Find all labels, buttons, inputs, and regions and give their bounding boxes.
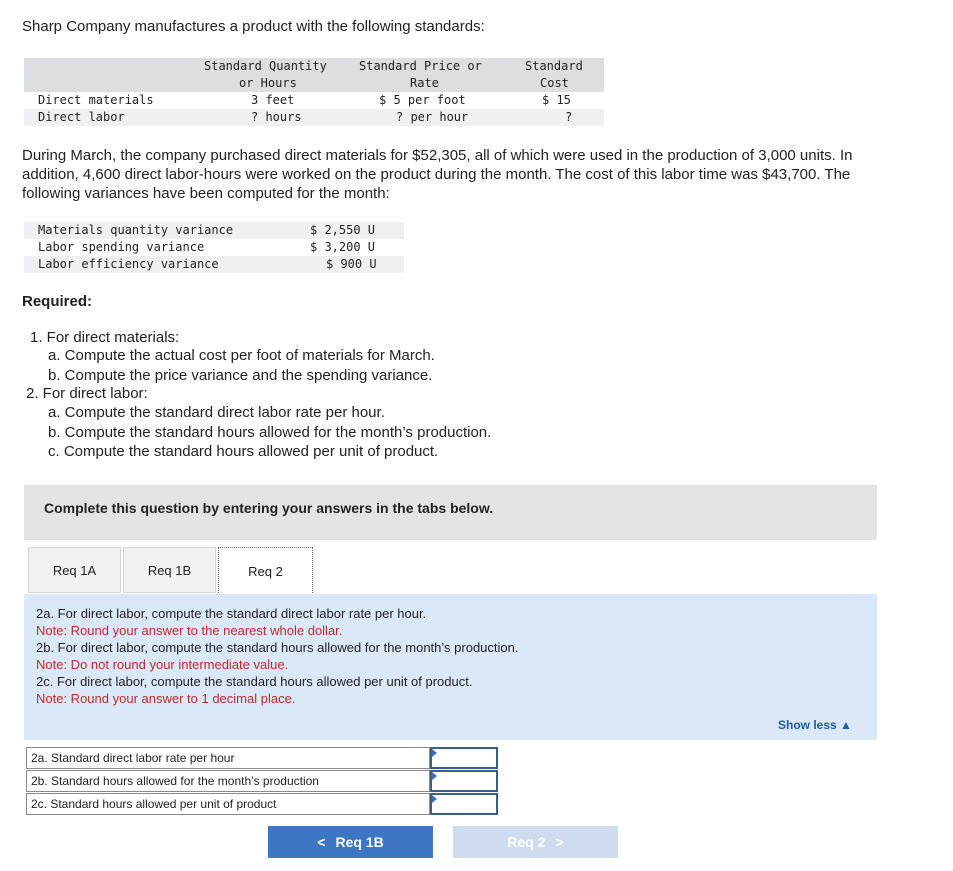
header-price-line1: Standard Price or — [359, 59, 482, 73]
tab-req-2[interactable]: Req 2 — [218, 547, 313, 595]
input-marker-icon — [432, 772, 437, 780]
required-item-1a: a. Compute the actual cost per foot of materials for March. — [48, 347, 435, 364]
required-item-1: 1. For direct materials: — [30, 329, 180, 346]
row-cost: $ 15 — [542, 93, 571, 107]
required-title: Required: — [22, 293, 93, 310]
answer-input-2c[interactable] — [430, 793, 498, 815]
scenario-paragraph: During March, the company purchased direct materials for $52,305, all of which were used in the production of 3,000 units. In addition, 4,600 direct labor-hours were worked on the product during the month. The cost of this labor time was $43,700. The following variances have been computed for the month: — [22, 147, 853, 202]
show-less-label: Show less — [778, 718, 837, 732]
intro-text: Sharp Company manufactures a product with the following standards: — [22, 18, 485, 35]
answer-label-2b: 2b. Standard hours allowed for the month’s production — [26, 770, 430, 792]
next-req-button[interactable] — [453, 826, 618, 858]
tab-req-1b[interactable]: Req 1B — [123, 547, 216, 593]
panel-note-2c: Note: Round your answer to 1 decimal place. — [36, 691, 296, 706]
variance-label: Labor efficiency variance — [38, 257, 219, 271]
input-marker-icon — [432, 749, 437, 757]
variance-value: $ 900 U — [326, 257, 377, 271]
variance-label: Labor spending variance — [38, 240, 205, 254]
show-less-link[interactable] — [778, 718, 852, 732]
tab-req-1a[interactable]: Req 1A — [28, 547, 121, 593]
variance-value: $ 3,200 U — [310, 240, 376, 254]
variance-value: $ 2,550 U — [310, 223, 376, 237]
header-cost-line2: Cost — [540, 76, 569, 90]
required-item-2b: b. Compute the standard hours allowed for the month’s production. — [48, 424, 492, 441]
header-cost-line1: Standard — [525, 59, 583, 73]
row-qty: ? hours — [251, 110, 302, 124]
instruction-banner-text: Complete this question by entering your answers in the tabs below. — [44, 500, 494, 516]
panel-line-2b: 2b. For direct labor, compute the standard hours allowed for the month’s production. — [36, 640, 519, 655]
required-item-2a: a. Compute the standard direct labor rate per hour. — [48, 404, 385, 421]
required-item-2: 2. For direct labor: — [26, 385, 148, 402]
required-item-2c: c. Compute the standard hours allowed per unit of product. — [48, 443, 439, 460]
row-price: $ 5 per foot — [379, 93, 466, 107]
next-req-label: Req 2 — [507, 834, 546, 850]
header-price-line2: Rate — [410, 76, 439, 90]
chevron-right-icon: > — [555, 834, 564, 850]
row-price: ? per hour — [396, 110, 469, 124]
input-marker-icon — [432, 795, 437, 803]
answer-input-2a[interactable] — [430, 747, 498, 769]
answer-input-2b[interactable] — [430, 770, 498, 792]
header-qty-line1: Standard Quantity — [204, 59, 327, 73]
prev-req-label: Req 1B — [335, 834, 384, 850]
row-label: Direct labor — [38, 110, 125, 124]
variance-label: Materials quantity variance — [38, 223, 234, 237]
panel-note-2b: Note: Do not round your intermediate value. — [36, 657, 289, 672]
prev-req-button[interactable] — [268, 826, 433, 858]
triangle-up-icon: ▲ — [840, 718, 852, 732]
row-cost: ? — [565, 110, 573, 124]
chevron-left-icon: < — [317, 834, 326, 850]
panel-line-2a: 2a. For direct labor, compute the standard direct labor rate per hour. — [36, 606, 427, 621]
panel-note-2a: Note: Round your answer to the nearest whole dollar. — [36, 623, 343, 638]
panel-line-2c: 2c. For direct labor, compute the standard hours allowed per unit of product. — [36, 674, 473, 689]
header-qty-line2: or Hours — [239, 76, 297, 90]
answer-label-2c: 2c. Standard hours allowed per unit of product — [26, 793, 430, 815]
answer-label-2a: 2a. Standard direct labor rate per hour — [26, 747, 430, 769]
required-item-1b: b. Compute the price variance and the spending variance. — [48, 367, 433, 384]
row-qty: 3 feet — [251, 93, 295, 107]
row-label: Direct materials — [38, 93, 154, 107]
